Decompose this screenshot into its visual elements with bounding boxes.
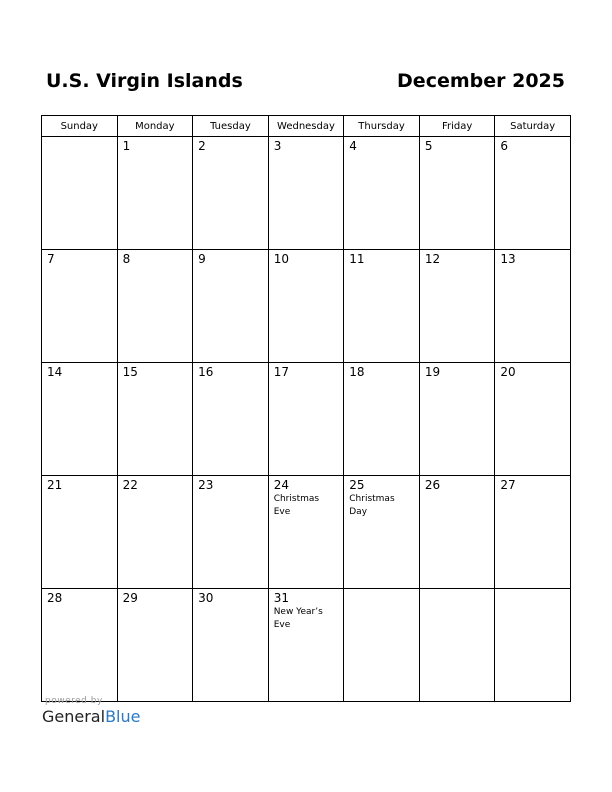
- day-number: 6: [500, 139, 509, 153]
- day-cell: [419, 589, 495, 702]
- day-cell: [419, 363, 495, 476]
- week-row: [42, 476, 571, 589]
- day-number: 16: [198, 365, 214, 379]
- day-number: 18: [349, 365, 365, 379]
- day-cell: [495, 137, 571, 250]
- day-cell: [268, 137, 344, 250]
- calendar-region-title: U.S. Virgin Islands: [46, 70, 243, 92]
- weekday-friday: Friday: [419, 116, 495, 137]
- week-row: [42, 589, 571, 702]
- week-row: [42, 250, 571, 363]
- calendar-month-title: December 2025: [397, 70, 565, 92]
- day-cell: [117, 137, 193, 250]
- holiday-label: Christmas Day: [349, 494, 395, 517]
- day-cell: [419, 476, 495, 589]
- day-number: 15: [122, 365, 138, 379]
- day-cell: [193, 137, 269, 250]
- day-number: 25: [349, 478, 365, 492]
- day-cell: [268, 363, 344, 476]
- generalblue-logo: [42, 707, 140, 726]
- day-cell: [268, 589, 344, 702]
- day-cell: [42, 250, 118, 363]
- day-number: 30: [198, 591, 214, 605]
- day-cell: [419, 137, 495, 250]
- day-number: 11: [349, 252, 365, 266]
- day-cell: [344, 250, 420, 363]
- weekday-saturday: Saturday: [495, 116, 571, 137]
- day-number: 10: [273, 252, 289, 266]
- day-cell: [419, 250, 495, 363]
- day-cell: [193, 476, 269, 589]
- day-cell: [495, 589, 571, 702]
- day-cell: [344, 137, 420, 250]
- week-row: [42, 137, 571, 250]
- day-number: 9: [198, 252, 206, 266]
- day-number: 29: [122, 591, 138, 605]
- day-number: 21: [47, 478, 63, 492]
- day-number: 23: [198, 478, 214, 492]
- day-number: 14: [47, 365, 63, 379]
- day-number: 22: [122, 478, 138, 492]
- day-number: 17: [273, 365, 289, 379]
- day-number: 12: [424, 252, 441, 266]
- day-cell: [344, 589, 420, 702]
- day-cell: [268, 476, 344, 589]
- day-cell: [117, 589, 193, 702]
- day-cell: [495, 250, 571, 363]
- day-cell: [193, 589, 269, 702]
- powered-by-text: powered by: [45, 696, 103, 706]
- day-cell: [193, 363, 269, 476]
- week-row: [42, 363, 571, 476]
- day-cell: [193, 250, 269, 363]
- day-number: 2: [198, 139, 206, 153]
- day-cell: [42, 589, 118, 702]
- weekday-wednesday: Wednesday: [268, 116, 344, 137]
- calendar-grid: [41, 115, 571, 702]
- day-number: 4: [349, 139, 357, 153]
- weekday-monday: Monday: [117, 116, 193, 137]
- day-number: 1: [122, 139, 131, 153]
- day-cell: [344, 476, 420, 589]
- day-number: 26: [424, 478, 441, 492]
- day-number: 24: [273, 478, 289, 492]
- day-number: 7: [47, 252, 55, 266]
- logo-text-general: General: [42, 707, 106, 726]
- day-number: 19: [424, 365, 441, 379]
- day-cell: [117, 363, 193, 476]
- day-cell: [344, 363, 420, 476]
- day-cell: [117, 250, 193, 363]
- day-cell: [42, 476, 118, 589]
- logo-text-blue: Blue: [105, 707, 141, 726]
- weekday-tuesday: Tuesday: [193, 116, 269, 137]
- day-number: 31: [273, 591, 289, 605]
- day-number: 3: [273, 139, 282, 153]
- day-cell: [42, 363, 118, 476]
- day-number: 13: [500, 252, 516, 266]
- footer-branding: [42, 696, 140, 726]
- day-cell: [117, 476, 193, 589]
- day-number: 8: [122, 252, 131, 266]
- weekday-sunday: Sunday: [42, 116, 118, 137]
- weekday-header-row: [42, 116, 571, 137]
- day-number: 5: [424, 139, 433, 153]
- day-number: 27: [500, 478, 516, 492]
- day-number: 20: [500, 365, 516, 379]
- holiday-label: Christmas Eve: [273, 494, 320, 517]
- day-cell: [495, 476, 571, 589]
- holiday-label: New Year’s Eve: [273, 607, 323, 630]
- day-cell: [42, 137, 118, 250]
- weekday-thursday: Thursday: [344, 116, 420, 137]
- day-cell: [495, 363, 571, 476]
- day-number: 28: [47, 591, 63, 605]
- day-cell: [268, 250, 344, 363]
